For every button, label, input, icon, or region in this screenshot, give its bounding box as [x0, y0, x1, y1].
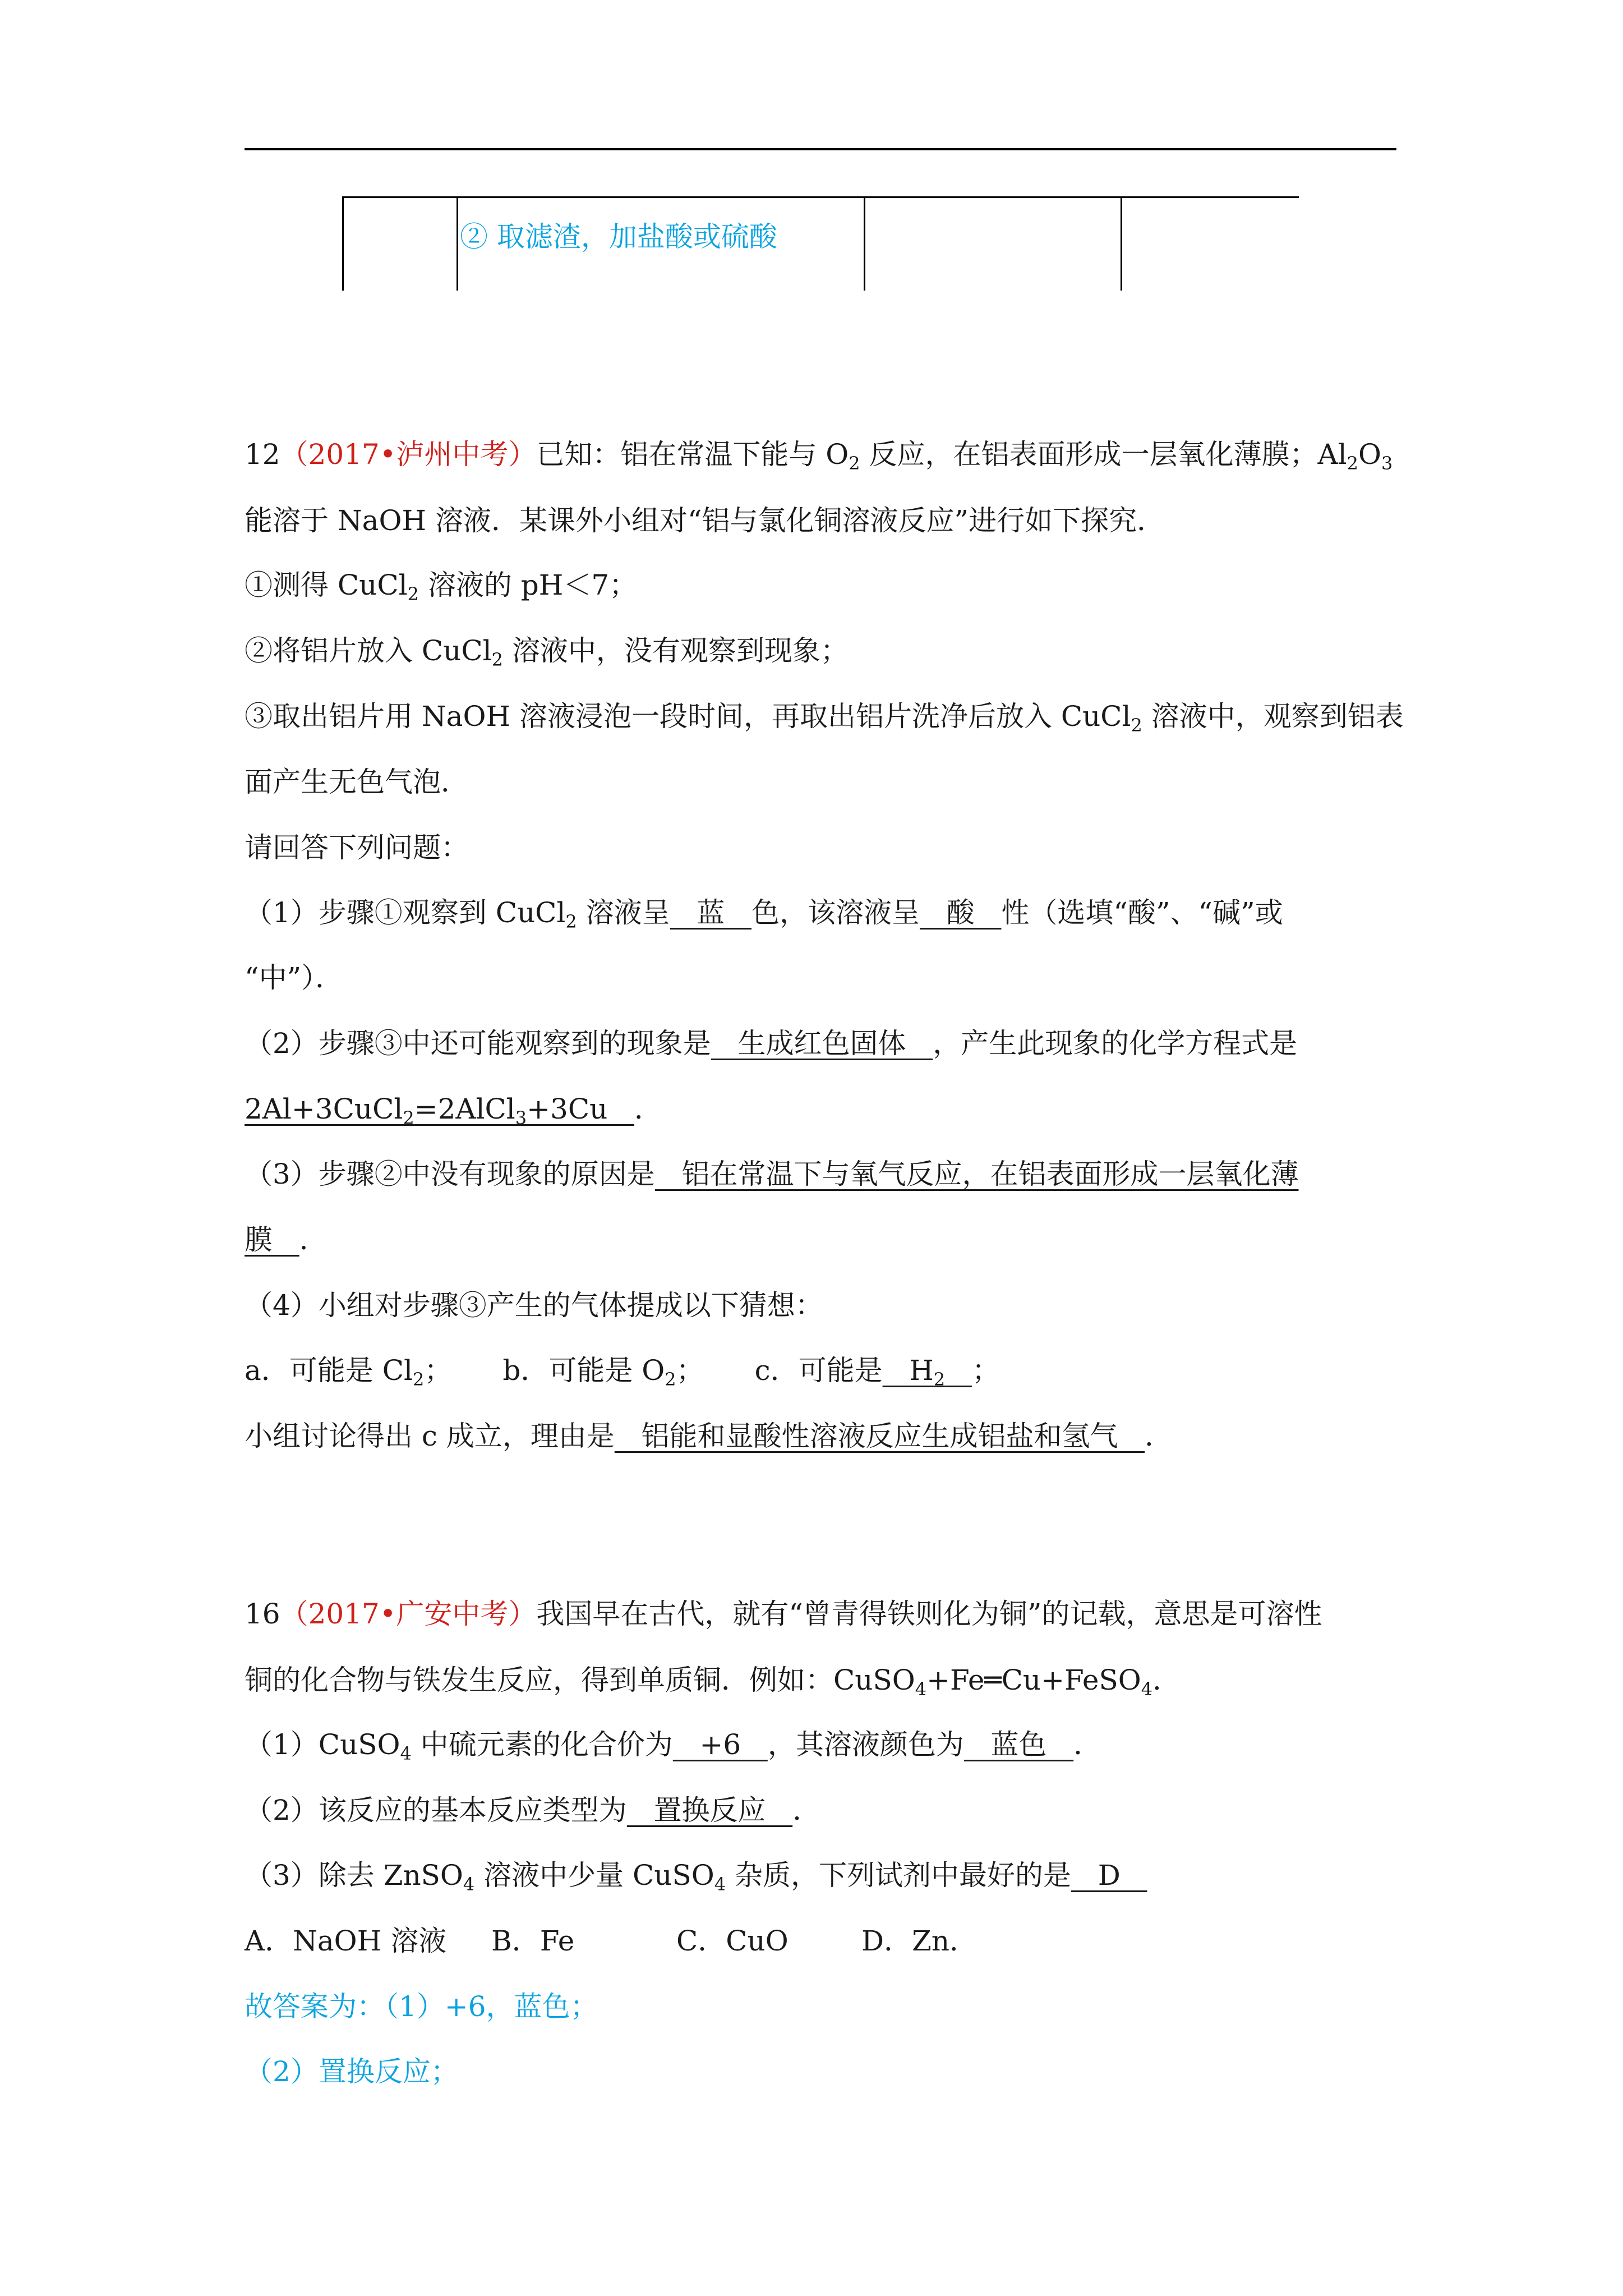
table-top-border — [342, 196, 1299, 198]
text: ，产生此现象的化学方程式是 — [933, 1027, 1298, 1060]
text: （1）步骤①观察到 CuCl — [245, 896, 566, 929]
answer-blank: 铝在常温下与氧气反应，在铝表面形成一层氧化薄 — [654, 1158, 1299, 1190]
text: 色，该溶液呈 — [751, 896, 920, 929]
text: 杂质，下列试剂中最好的是 — [726, 1859, 1072, 1892]
subscript: 2 — [1347, 453, 1358, 474]
table-col-border — [342, 196, 344, 291]
text: 中硫元素的化合价为 — [411, 1728, 673, 1761]
text: 溶液呈 — [577, 896, 670, 929]
q16-line-1 — [245, 1596, 1322, 1632]
text: 性（选填“酸”、“碱”或 — [1001, 896, 1283, 929]
text: ． — [792, 1794, 821, 1826]
text: （2）该反应的基本反应类型为 — [245, 1794, 627, 1826]
text: （3）除去 ZnSO — [245, 1859, 463, 1892]
text: H — [882, 1354, 934, 1387]
option-b: b．可能是 O — [502, 1354, 665, 1387]
answer-blank: +6 — [672, 1728, 768, 1761]
equation-answer — [245, 1093, 634, 1129]
subscript: 3 — [515, 1107, 527, 1129]
text: 溶液中，观察到铝表 — [1142, 700, 1404, 733]
q16-part-3 — [245, 1857, 1147, 1893]
q12-part-1 — [245, 895, 1283, 931]
q12-line-6: 面产生无色气泡． — [245, 766, 469, 798]
answer-blank: D — [1071, 1859, 1147, 1892]
text: ． — [299, 1223, 328, 1256]
table-cell-step2: ② 取滤渣，加盐酸或硫酸 — [460, 220, 777, 253]
header-rule — [245, 148, 1396, 150]
option-d: D．Zn． — [861, 1925, 978, 1957]
option-a: A．NaOH 溶液 — [245, 1925, 447, 1957]
q16-part-2 — [245, 1792, 820, 1828]
answer-blank: 蓝色 — [963, 1728, 1074, 1761]
q16-line-2 — [245, 1662, 1181, 1698]
q12-line-3 — [245, 567, 637, 603]
text — [945, 1354, 972, 1387]
answer-blank: 酸 — [920, 896, 1002, 929]
option-b: B．Fe — [491, 1925, 575, 1957]
q16-part-1 — [245, 1727, 1101, 1763]
text: 溶液的 pH＜7； — [418, 569, 638, 601]
q12-part-1-cont: “中”）． — [245, 961, 344, 994]
q16-options — [245, 1923, 978, 1959]
answer-summary-2: （2）置换反应； — [245, 2055, 459, 2088]
q12-part-4-options — [245, 1352, 1000, 1388]
text: ． — [1152, 1664, 1181, 1696]
q12-part-3-cont — [245, 1222, 328, 1258]
q12-part-2-equation — [245, 1091, 662, 1127]
subscript: 2 — [1131, 715, 1142, 736]
text: 反应，在铝表面形成一层氧化薄膜；Al — [860, 438, 1347, 471]
q12-line-5 — [245, 698, 1404, 734]
text: =2AlCl — [414, 1093, 515, 1125]
text: +Fe═Cu+FeSO — [926, 1664, 1141, 1696]
subscript: 4 — [1141, 1678, 1153, 1700]
q12-line-7: 请回答下列问题： — [245, 831, 469, 864]
text: （1）CuSO — [245, 1728, 400, 1761]
q12-part-3 — [245, 1156, 1299, 1192]
answer-blank: 置换反应 — [626, 1794, 793, 1826]
subscript: 3 — [1381, 453, 1393, 474]
answer-blank — [882, 1354, 972, 1390]
subscript: 4 — [714, 1874, 726, 1895]
text: ，其溶液颜色为 — [767, 1728, 964, 1761]
table-col-border — [864, 196, 865, 291]
text: O — [1358, 438, 1381, 471]
text: +3Cu — [527, 1093, 634, 1125]
subscript: 2 — [933, 1369, 946, 1390]
subscript: 4 — [915, 1678, 927, 1700]
option-c: C．CuO — [676, 1925, 789, 1957]
text: ． — [1145, 1420, 1173, 1452]
answer-table-fragment — [342, 196, 1299, 291]
text: ． — [634, 1093, 662, 1125]
subscript: 2 — [412, 1369, 425, 1390]
text: （2）步骤③中还可能观察到的现象是 — [245, 1027, 711, 1060]
table-col-border — [1121, 196, 1122, 291]
subscript: 2 — [849, 453, 860, 474]
answer-blank: 铝能和显酸性溶液反应生成铝盐和氢气 — [614, 1420, 1145, 1452]
text: ； — [971, 1354, 1000, 1387]
subscript: 4 — [400, 1743, 412, 1764]
q12-part-4: （4）小组对步骤③产生的气体提成以下猜想： — [245, 1289, 823, 1322]
subscript: 4 — [463, 1874, 475, 1895]
answer-blank: 膜 — [245, 1223, 299, 1256]
option-c: c．可能是 — [754, 1354, 883, 1387]
text: ①测得 CuCl — [245, 569, 408, 601]
q12-part-5 — [245, 1418, 1173, 1454]
text: 已知：铝在常温下能与 O — [536, 438, 849, 471]
text: 小组讨论得出 c 成立，理由是 — [245, 1420, 615, 1452]
option-a: a．可能是 Cl — [245, 1354, 413, 1387]
subscript: 2 — [491, 649, 503, 670]
text: ②将铝片放入 CuCl — [245, 634, 492, 667]
answer-summary-1: 故答案为：（1）+6，蓝色； — [245, 1990, 598, 2023]
text: ； — [676, 1354, 704, 1387]
text: ③取出铝片用 NaOH 溶液浸泡一段时间，再取出铝片洗净后放入 CuCl — [245, 700, 1131, 733]
q12-line-4 — [245, 633, 849, 669]
question-source: （2017•泸州中考） — [280, 438, 537, 471]
table-col-border — [457, 196, 458, 291]
subscript: 2 — [407, 583, 419, 605]
text: ； — [424, 1354, 453, 1387]
answer-blank: 生成红色固体 — [711, 1027, 933, 1060]
q12-part-2 — [245, 1025, 1297, 1061]
text: （3）步骤②中没有现象的原因是 — [245, 1158, 655, 1190]
question-number: 12 — [245, 438, 280, 471]
text: ． — [1073, 1728, 1102, 1761]
text: 溶液中少量 CuSO — [474, 1859, 714, 1892]
subscript: 2 — [403, 1107, 414, 1129]
q12-line-2: 能溶于 NaOH 溶液．某课外小组对“铝与氯化铜溶液反应”进行如下探究． — [245, 504, 1165, 537]
text: 我国早在古代，就有“曾青得铁则化为铜”的记载，意思是可溶性 — [536, 1598, 1322, 1630]
subscript: 2 — [665, 1369, 676, 1390]
question-source: （2017•广安中考） — [280, 1598, 537, 1630]
question-number: 16 — [245, 1598, 280, 1630]
answer-blank: 蓝 — [670, 896, 752, 929]
subscript: 2 — [565, 911, 577, 932]
text: 2Al+3CuCl — [245, 1093, 403, 1125]
text: 铜的化合物与铁发生反应，得到单质铜．例如：CuSO — [245, 1664, 915, 1696]
text: 溶液中，没有观察到现象； — [502, 634, 849, 667]
q12-line-1 — [245, 436, 1393, 472]
